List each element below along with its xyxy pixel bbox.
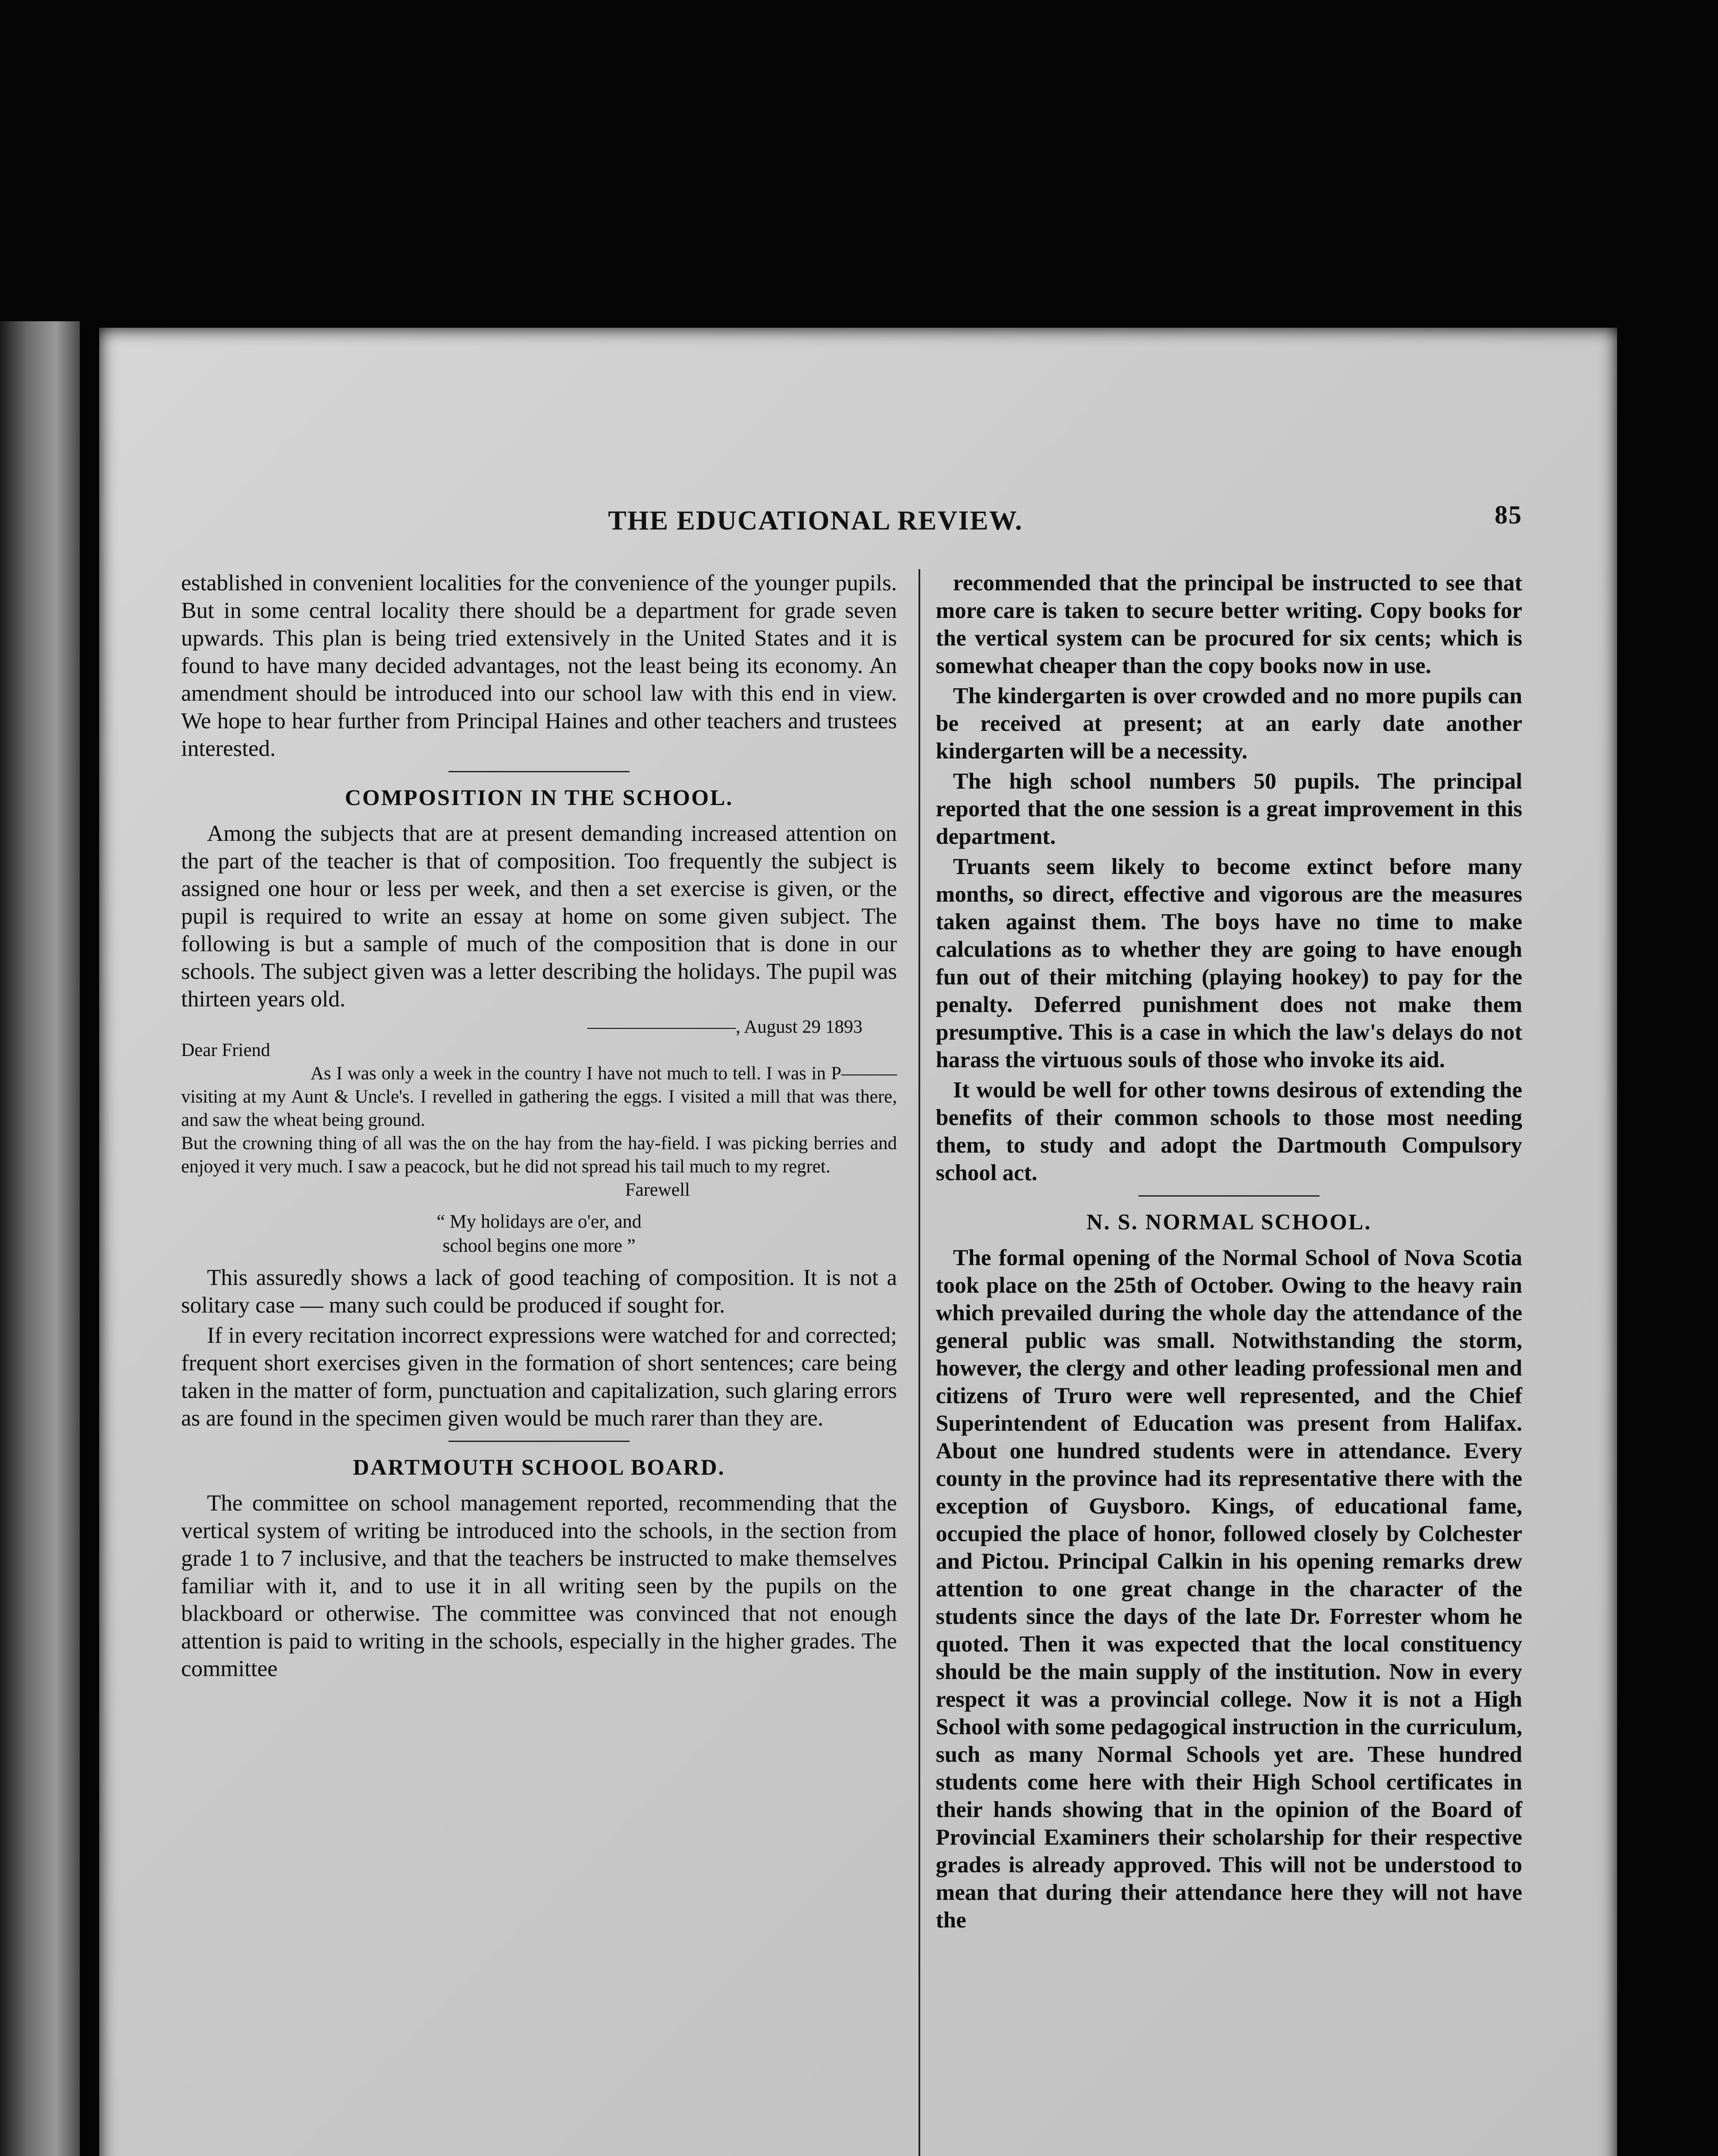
left-column	[181, 569, 897, 1685]
intro-paragraph: established in convenient localities for the convenience of the younger pupils. But in some central locality there should be a department for grade seven upwards. This plan is being tried extensively in the United States and it is found to have many decided advantages, not the least being its economy. An amendment should be introduced into our school law with this end in view. We hope to hear further from Principal Haines and other teachers and trustees interested.	[181, 570, 897, 761]
page-number: 85	[1495, 501, 1522, 529]
verse	[181, 1210, 897, 1258]
section-divider	[448, 1441, 630, 1442]
letter-body-2: But the crowning thing of all was the on the hay from the hay-field. I was picking berries and enjoyed it very much. I saw a peacock, but he did not spread his tail much to my regret.	[181, 1133, 897, 1177]
dartmouth-paragraph-1: The committee on school management reported, recommending that the vertical system of writing be introduced into the schools, in the section from grade 1 to 7 inclusive, and that the teachers be instructed to make themselves familiar with it, and to use it in all writing seen by the pupils on the blackboard or otherwise. The committee was convinced that not enough attention is paid to writing in the schools, especially in the higher grades. The committee	[181, 1491, 897, 1681]
column-rule	[919, 569, 920, 2156]
normal-school-paragraph: The formal opening of the Normal School of Nova Scotia took place on the 25th of October. Owing to the heavy rain which prevailed during the whole day the attendance of the general public was small. Notwithstanding the storm, however, the clergy and other leading professional men and citizens of Truro were well represented, and the Chief Superintendent of Education was present from Halifax. About one hundred students were in attendance. Every county in the province had its representative there with the exception of Guysboro. Kings, of educational fame, occupied the place of honor, followed closely by Colchester and Pictou. Principal Calkin in his opening remarks drew attention to one great change in the character of the students since the days of the late Dr. Forrester whom he quoted. Then it was expected that the local constituency should be the main supply of the institution. Now in every respect it was a provincial college. Now it is not a High School with some pedagogical instruction in the curriculum, such as many Normal Schools yet are. These hundred students come here with their High School certificates in their hands showing that in the opinion of the Board of Provincial Examiners their scholarship for their respective grades is already approved. This will not be understood to mean that during their attendance here they will not have the	[936, 1245, 1522, 1933]
journal-page	[99, 328, 1617, 2156]
previous-page-edge	[0, 321, 80, 2156]
letter-salutation: Dear Friend	[181, 1040, 270, 1060]
composition-paragraph-3: If in every recitation incorrect expressions were watched for and corrected; frequent short exercises given in the formation of short sentences; care being taken in the matter of form, punctuation and capitalization, such glaring errors as are found in the specimen given would be much rarer than they are.	[181, 1323, 897, 1431]
running-header	[530, 501, 1522, 539]
dartmouth-paragraph-3: The high school numbers 50 pupils. The principal reported that the one session is a great improvement in this department.	[936, 769, 1522, 849]
dartmouth-continuation: recommended that the principal be instructed to see that more care is taken to secure better writing. Copy books for the vertical system can be procured for six cents; which is somewhat cheaper than the copy books now in use.	[936, 570, 1522, 678]
composition-heading: COMPOSITION IN THE SCHOOL.	[345, 786, 734, 810]
sample-letter	[181, 1015, 897, 1202]
verse-line-2: school begins one more ”	[442, 1235, 636, 1256]
dartmouth-paragraph-2: The kindergarten is over crowded and no more pupils can be received at present; at an early date another kindergarten will be a necessity.	[936, 683, 1522, 764]
dartmouth-paragraph-4: Truants seem likely to become extinct before many months, so direct, effective and vigorous are the measures taken against them. The boys have no time to make calculations as to whether they are going to have enough fun out of their mitching (playing hookey) to pay for the penalty. Deferred punishment does not make them presumptive. This is a case in which the law's delays do not harass the virtuous souls of those who invoke its aid.	[936, 854, 1522, 1072]
section-divider	[1138, 1195, 1320, 1197]
dartmouth-paragraph-5: It would be well for other towns desirous of extending the benefits of their common schools to those most needing them, to study and adopt the Dartmouth Compulsory school act.	[936, 1078, 1522, 1185]
journal-title: THE EDUCATIONAL REVIEW.	[608, 505, 1023, 536]
letter-closing: Farewell	[625, 1180, 690, 1200]
right-column	[936, 569, 1522, 1937]
composition-paragraph-2: This assuredly shows a lack of good teaching of composition. It is not a solitary case — many such could be produced if sought for.	[181, 1265, 897, 1318]
verse-line-1: “ My holidays are o'er, and	[436, 1211, 642, 1232]
section-divider	[448, 771, 630, 772]
dartmouth-heading: DARTMOUTH SCHOOL BOARD.	[353, 1455, 725, 1480]
letter-date: ————————, August 29 1893	[587, 1017, 862, 1037]
composition-paragraph-1: Among the subjects that are at present demanding increased attention on the part of the teacher is that of composition. Too frequently the subject is assigned one hour or less per week, and then a set exercise is given, or the pupil is required to write an essay at home on some given subject. The following is but a sample of much of the composition that is done in our schools. The subject given was a letter describing the holidays. The pupil was thirteen years old.	[181, 821, 897, 1012]
letter-body-1: As I was only a week in the country I have not much to tell. I was in P——— visiting at my Aunt & Uncle's. I revelled in gathering the eggs. I visited a mill that was there, and saw the wheat being ground.	[181, 1063, 897, 1130]
normal-school-heading: N. S. NORMAL SCHOOL.	[1086, 1210, 1372, 1235]
